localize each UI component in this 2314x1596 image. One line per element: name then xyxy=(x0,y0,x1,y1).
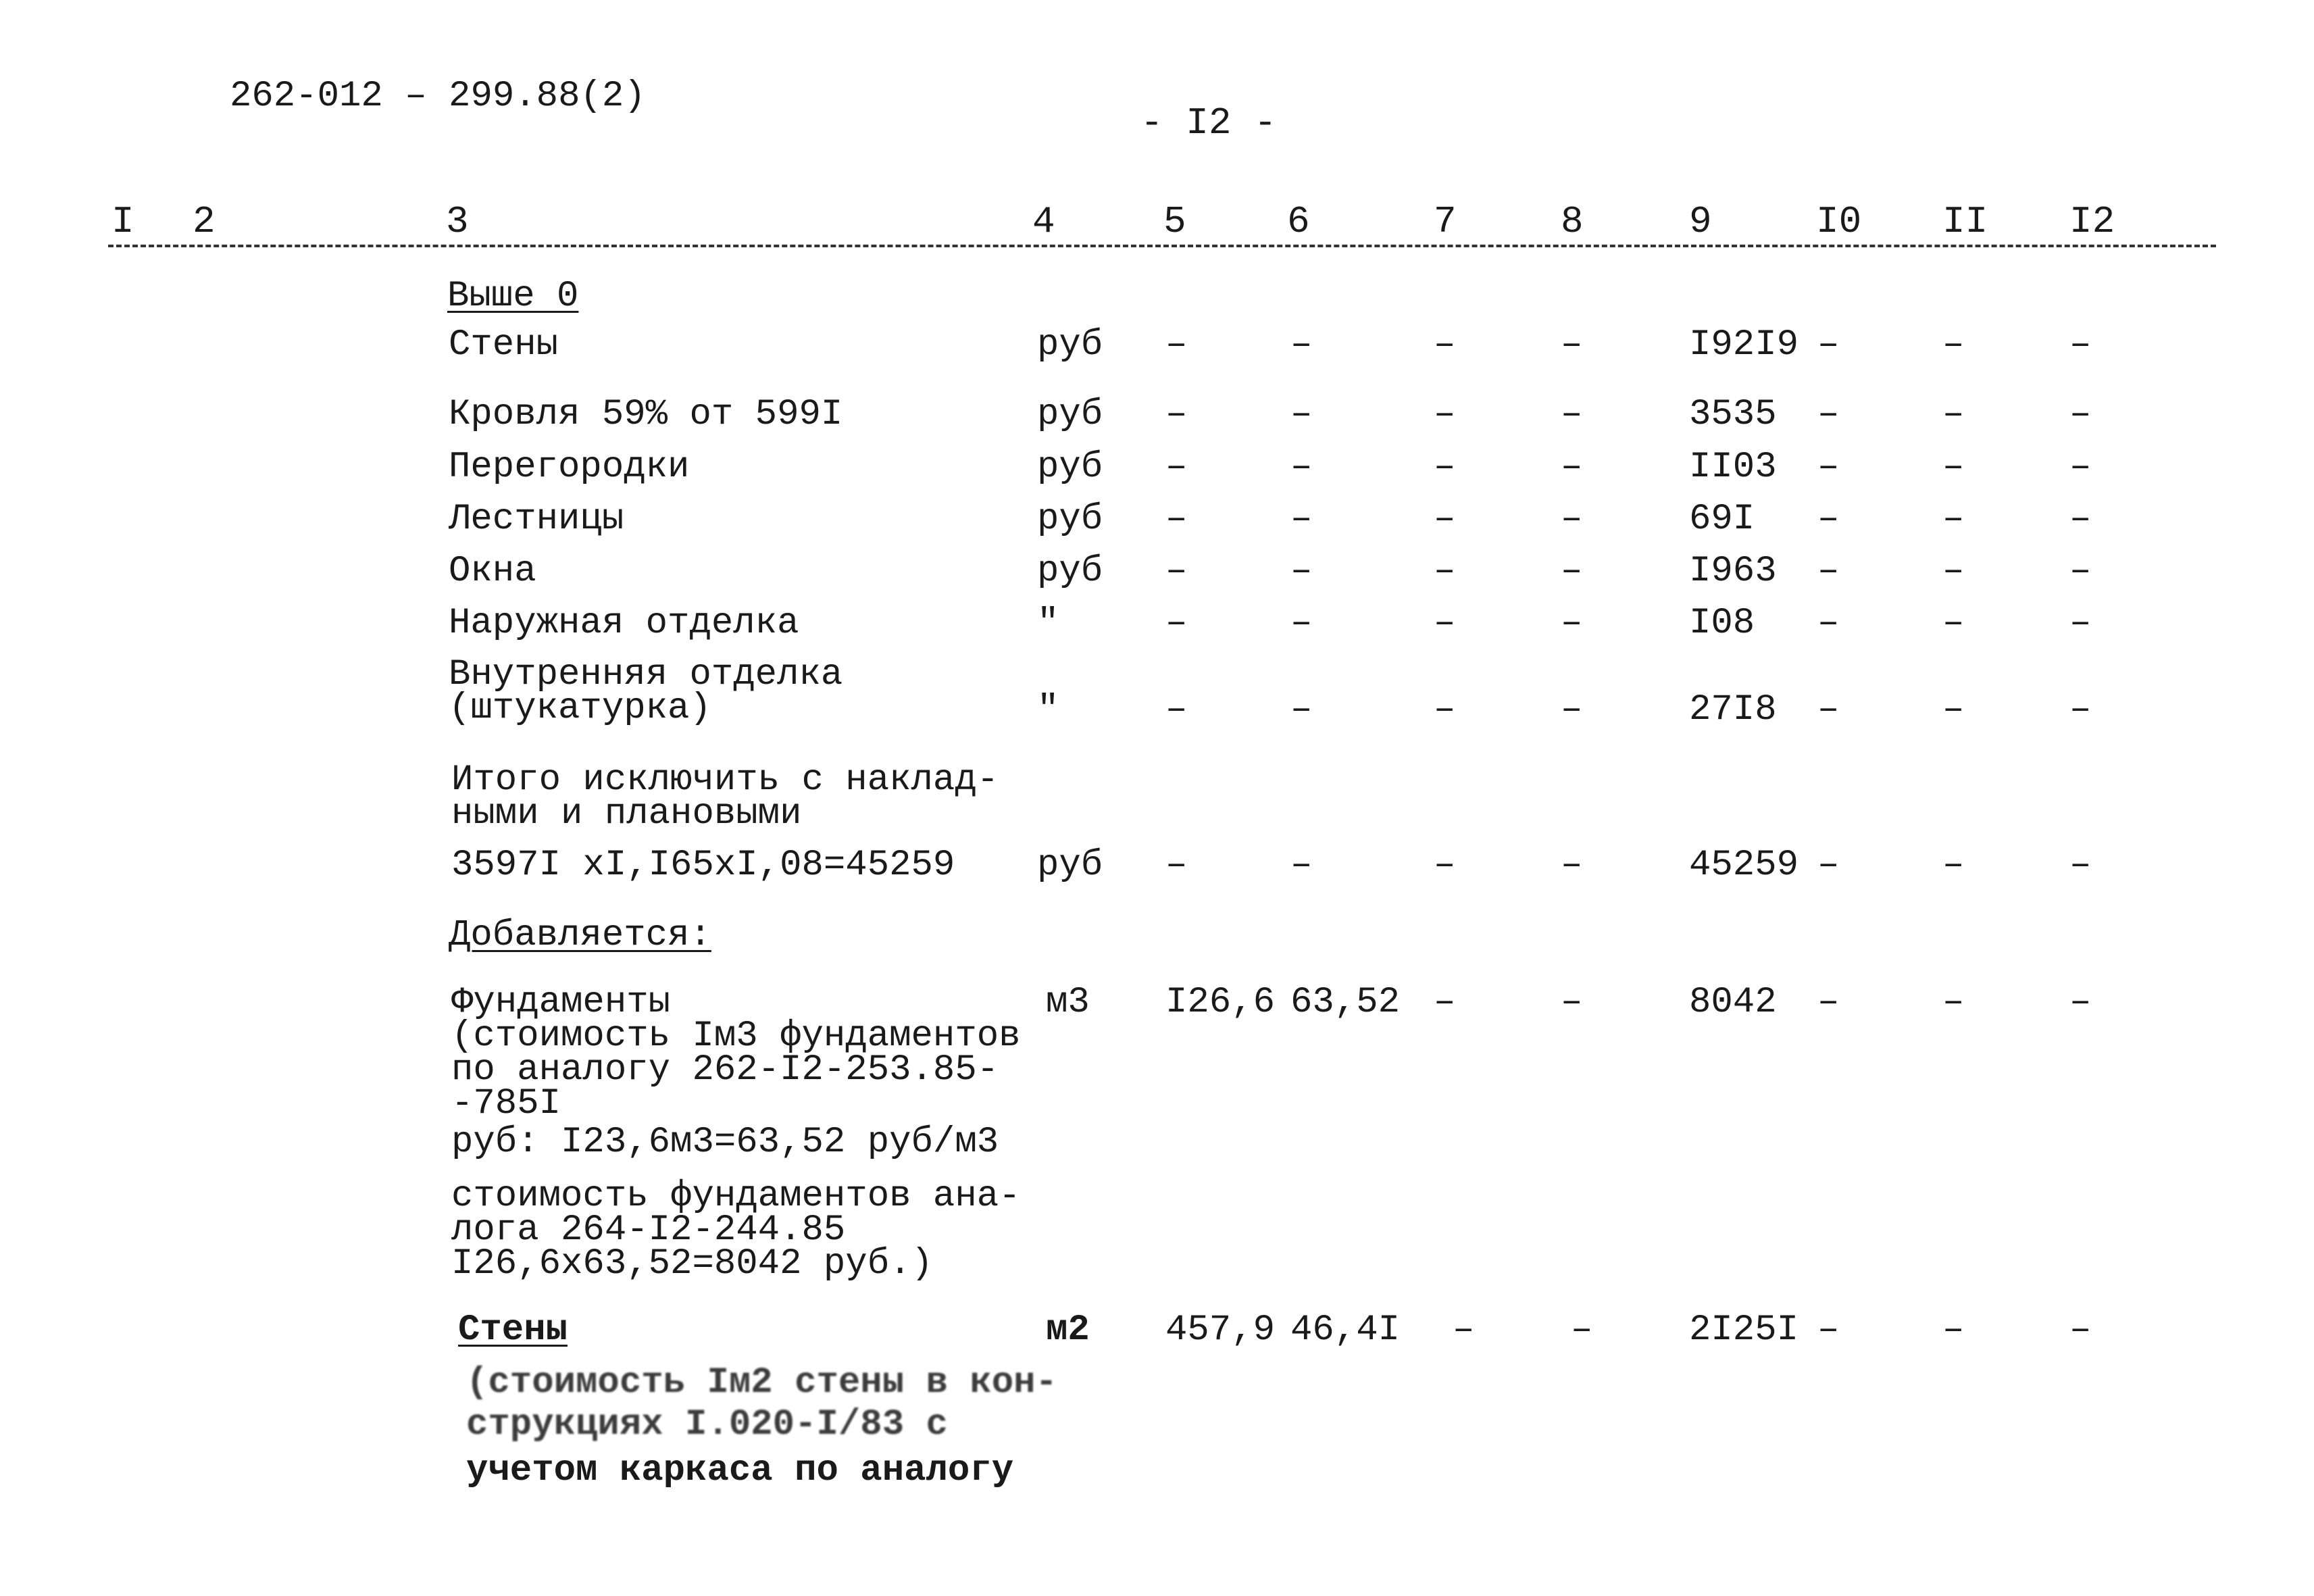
row-unit: руб xyxy=(1037,845,1103,886)
total-line1: Итого исключить с наклад- xyxy=(451,759,999,801)
cell-col11: – xyxy=(1942,845,1965,886)
cell-col12: – xyxy=(2069,499,2092,540)
walls-line1: (стоимость Iм2 стены в кон- xyxy=(466,1362,1057,1403)
cell-col7: – xyxy=(1434,324,1456,366)
cell-col6: – xyxy=(1290,603,1313,644)
cell-col5: 457,9 xyxy=(1165,1310,1276,1351)
cell-col6: 46,4I xyxy=(1290,1310,1401,1351)
cell-col9: 69I xyxy=(1689,499,1755,540)
col-header-7: 7 xyxy=(1434,200,1457,243)
cell-col9: I92I9 xyxy=(1689,324,1799,366)
cell-col10: – xyxy=(1817,394,1840,435)
cell-col8: – xyxy=(1561,689,1583,730)
cell-col7: – xyxy=(1453,1310,1475,1351)
cell-col5: – xyxy=(1165,394,1188,435)
cell-col5: I26,6 xyxy=(1165,982,1276,1023)
row-name: Перегородки xyxy=(449,447,690,488)
row-name: Лестницы xyxy=(449,499,624,540)
row-name: Наружная отделка xyxy=(449,603,799,644)
cell-col9: II03 xyxy=(1689,447,1777,488)
cell-col7: – xyxy=(1434,551,1456,592)
foundations-line5: руб: I23,6м3=63,52 руб/м3 xyxy=(451,1122,999,1163)
cell-col7: – xyxy=(1434,982,1456,1023)
col-header-2: 2 xyxy=(193,200,216,243)
walls-title: Стены xyxy=(458,1310,568,1351)
cell-col11: – xyxy=(1942,603,1965,644)
row-unit: руб xyxy=(1037,499,1103,540)
cell-col11: – xyxy=(1942,1310,1965,1351)
col-header-8: 8 xyxy=(1561,200,1584,243)
cell-col11: – xyxy=(1942,551,1965,592)
row-unit: руб xyxy=(1037,394,1103,435)
cell-col10: – xyxy=(1817,324,1840,366)
cell-col11: – xyxy=(1942,982,1965,1023)
walls-line2: струкциях I.020-I/83 с xyxy=(466,1404,948,1445)
cell-col5: – xyxy=(1165,603,1188,644)
cell-col10: – xyxy=(1817,1310,1840,1351)
cell-col5: – xyxy=(1165,447,1188,488)
cell-col6: – xyxy=(1290,499,1313,540)
cell-col5: – xyxy=(1165,324,1188,366)
section-title-above-zero: Выше 0 xyxy=(447,276,579,317)
cell-col6: – xyxy=(1290,689,1313,730)
row-unit: м3 xyxy=(1046,982,1090,1023)
cell-col12: – xyxy=(2069,551,2092,592)
cell-col7: – xyxy=(1434,845,1456,886)
row-name: Стены xyxy=(449,324,559,366)
cell-col6: – xyxy=(1290,324,1313,366)
foundations-line7: лога 264-I2-244.85 xyxy=(451,1210,846,1251)
cell-col7: – xyxy=(1434,603,1456,644)
cell-col5: – xyxy=(1165,551,1188,592)
cell-col11: – xyxy=(1942,394,1965,435)
foundations-line4: -785I xyxy=(451,1083,561,1124)
row-name-line1: Внутренняя отделка xyxy=(449,654,843,695)
cell-col5: – xyxy=(1165,689,1188,730)
page-number: - I2 - xyxy=(1140,101,1277,145)
cell-col9: 3535 xyxy=(1689,394,1777,435)
cell-col12: – xyxy=(2069,603,2092,644)
cell-col12: – xyxy=(2069,324,2092,366)
cell-col12: – xyxy=(2069,1310,2092,1351)
col-header-1: I xyxy=(111,200,134,243)
cell-col5: – xyxy=(1165,845,1188,886)
cell-col12: – xyxy=(2069,689,2092,730)
col-header-10: I0 xyxy=(1816,200,1862,243)
header-divider xyxy=(108,245,2216,247)
cell-col8: – xyxy=(1561,845,1583,886)
cell-col9: 27I8 xyxy=(1689,689,1777,730)
cell-col6: – xyxy=(1290,845,1313,886)
row-unit: м2 xyxy=(1046,1310,1090,1351)
cell-col8: – xyxy=(1561,982,1583,1023)
foundations-line2: (стоимость Iм3 фундаментов xyxy=(451,1016,1021,1057)
total-formula: 3597I xI,I65xI,08=45259 xyxy=(451,845,955,886)
row-unit: " xyxy=(1037,689,1059,730)
cell-col10: – xyxy=(1817,982,1840,1023)
cell-col12: – xyxy=(2069,845,2092,886)
row-unit: " xyxy=(1037,603,1059,644)
cell-col12: – xyxy=(2069,447,2092,488)
col-header-11: II xyxy=(1942,200,1988,243)
cell-col8: – xyxy=(1561,551,1583,592)
row-unit: руб xyxy=(1037,447,1103,488)
cell-col9: I08 xyxy=(1689,603,1755,644)
col-header-4: 4 xyxy=(1032,200,1055,243)
cell-col10: – xyxy=(1817,447,1840,488)
cell-col8: – xyxy=(1561,603,1583,644)
foundations-line1: Фундаменты xyxy=(451,982,671,1023)
row-unit: руб xyxy=(1037,324,1103,366)
row-name: Кровля 59% от 599I xyxy=(449,394,843,435)
cell-col10: – xyxy=(1817,689,1840,730)
cell-col6: – xyxy=(1290,551,1313,592)
col-header-5: 5 xyxy=(1163,200,1186,243)
cell-col10: – xyxy=(1817,845,1840,886)
cell-col9: 45259 xyxy=(1689,845,1799,886)
cell-col6: – xyxy=(1290,447,1313,488)
cell-col11: – xyxy=(1942,447,1965,488)
col-header-3: 3 xyxy=(446,200,469,243)
cell-col6: 63,52 xyxy=(1290,982,1401,1023)
cell-col5: – xyxy=(1165,499,1188,540)
cell-col10: – xyxy=(1817,603,1840,644)
cell-col10: – xyxy=(1817,551,1840,592)
cell-col8: – xyxy=(1561,324,1583,366)
cell-col8: – xyxy=(1561,499,1583,540)
col-header-12: I2 xyxy=(2069,200,2115,243)
cell-col9: 8042 xyxy=(1689,982,1777,1023)
col-header-9: 9 xyxy=(1689,200,1712,243)
walls-line3: учетом каркаса по аналогу xyxy=(466,1450,1014,1491)
section-title-added: Добавляется: xyxy=(449,915,711,956)
cell-col7: – xyxy=(1434,499,1456,540)
cell-col6: – xyxy=(1290,394,1313,435)
cell-col11: – xyxy=(1942,499,1965,540)
row-unit: руб xyxy=(1037,551,1103,592)
cell-col9: 2I25I xyxy=(1689,1310,1799,1351)
cell-col11: – xyxy=(1942,324,1965,366)
cell-col7: – xyxy=(1434,447,1456,488)
cell-col7: – xyxy=(1434,689,1456,730)
foundations-line8: I26,6x63,52=8042 руб.) xyxy=(451,1243,933,1285)
total-line2: ными и плановыми xyxy=(451,793,802,834)
document-code: 262-012 – 299.88(2) xyxy=(230,76,646,117)
cell-col8: – xyxy=(1571,1310,1593,1351)
cell-col8: – xyxy=(1561,394,1583,435)
cell-col10: – xyxy=(1817,499,1840,540)
cell-col12: – xyxy=(2069,982,2092,1023)
foundations-line6: стоимость фундаментов ана- xyxy=(451,1176,1021,1217)
row-name-line2: (штукатурка) xyxy=(449,688,711,729)
cell-col9: I963 xyxy=(1689,551,1777,592)
col-header-6: 6 xyxy=(1287,200,1310,243)
cell-col8: – xyxy=(1561,447,1583,488)
cell-col11: – xyxy=(1942,689,1965,730)
cell-col7: – xyxy=(1434,394,1456,435)
cell-col12: – xyxy=(2069,394,2092,435)
foundations-line3: по аналогу 262-I2-253.85- xyxy=(451,1049,999,1091)
row-name: Окна xyxy=(449,551,536,592)
